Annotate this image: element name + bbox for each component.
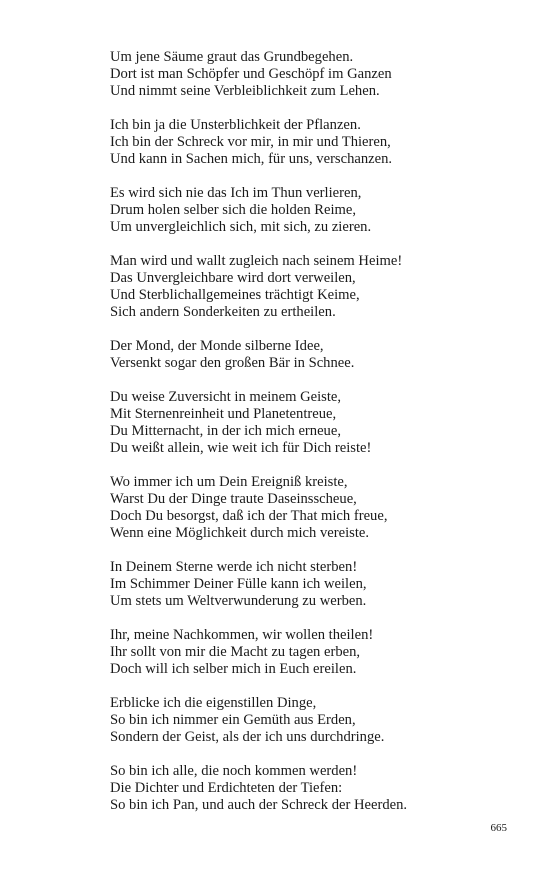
poem-line: Ihr, meine Nachkommen, wir wollen theilen! [110,627,374,643]
poem-line: Es wird sich nie das Ich im Thun verlieren, [110,185,362,201]
poem-line: Du Mitternacht, in der ich mich erneue, [110,423,341,439]
stanza [110,185,530,236]
poem-line: Wo immer ich um Dein Ereigniß kreiste, [110,474,348,490]
poem-line: Du weise Zuversicht in meinem Geiste, [110,389,342,405]
poem-line: Dort ist man Schöpfer und Geschöpf im Ganzen [110,66,392,82]
stanza [110,253,530,321]
stanza [110,338,530,372]
poem-line: Wenn eine Möglichkeit durch mich vereiste. [110,525,369,541]
stanza [110,763,530,814]
poem-line: Sondern der Geist, als der ich uns durchdringe. [110,729,385,745]
poem-line: Du weißt allein, wie weit ich für Dich reiste! [110,440,372,456]
stanza [110,474,530,542]
poem-line: Und nimmt seine Verbleiblichkeit zum Lehen. [110,83,380,99]
poem-line: Warst Du der Dinge traute Daseinsscheue, [110,491,357,507]
poem-line: Ich bin ja die Unsterblichkeit der Pflanzen. [110,117,361,133]
poem-line: Versenkt sogar den großen Bär in Schnee. [110,355,355,371]
poem-line: Und Sterblichallgemeines trächtigt Keime, [110,287,360,303]
poem-line: Man wird und wallt zugleich nach seinem Heime! [110,253,403,269]
poem-line: Mit Sternenreinheit und Planetentreue, [110,406,337,422]
stanza [110,49,530,100]
poem-line: Der Mond, der Monde silberne Idee, [110,338,324,354]
poem-line: So bin ich nimmer ein Gemüth aus Erden, [110,712,356,728]
poem-line: Im Schimmer Deiner Fülle kann ich weilen, [110,576,367,592]
page-number: 665 [490,822,507,834]
poem-line: Die Dichter und Erdichteten der Tiefen: [110,780,343,796]
stanza [110,117,530,168]
poem-line: Ihr sollt von mir die Macht zu tagen erben, [110,644,361,660]
poem-line: Um stets um Weltverwunderung zu werben. [110,593,367,609]
poem-line: Doch will ich selber mich in Euch ereilen. [110,661,357,677]
stanza [110,695,530,746]
stanza [110,559,530,610]
poem-line: Ich bin der Schreck vor mir, in mir und Thieren, [110,134,391,150]
poem-line: Um unvergleichlich sich, mit sich, zu zieren. [110,219,372,235]
poem-line: Sich andern Sonderkeiten zu ertheilen. [110,304,336,320]
poem-line: Erblicke ich die eigenstillen Dinge, [110,695,317,711]
poem-line: So bin ich Pan, und auch der Schreck der Heerden. [110,797,408,813]
stanza [110,627,530,678]
stanza [110,389,530,457]
poem-line: Um jene Säume graut das Grundbegehen. [110,49,354,65]
poem-line: Das Unvergleichbare wird dort verweilen, [110,270,356,286]
poem-line: So bin ich alle, die noch kommen werden! [110,763,358,779]
poem-line: Drum holen selber sich die holden Reime, [110,202,357,218]
poem-line: In Deinem Sterne werde ich nicht sterben! [110,559,358,575]
poem-body [110,49,530,831]
poem-line: Und kann in Sachen mich, für uns, verschanzen. [110,151,393,167]
poem-line: Doch Du besorgst, daß ich der That mich freue, [110,508,388,524]
